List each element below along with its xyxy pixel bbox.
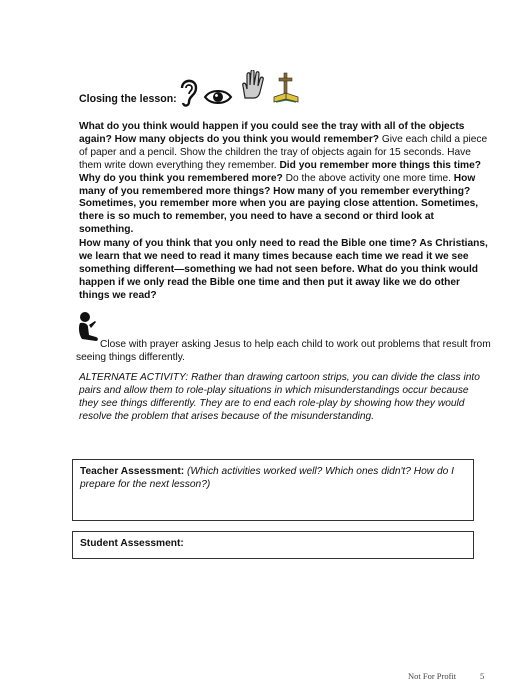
- paragraph-run: How many of you remembered more things? How many of you remember everything? Sometimes, you remember more when you are paying close attention. Sometimes, there is so much to remember, you need to have a second or third look at something.: [79, 172, 479, 236]
- student-assessment-box[interactable]: [72, 531, 474, 559]
- teacher-assessment-box[interactable]: [72, 459, 474, 521]
- footer-text: Not For Profit: [408, 671, 457, 681]
- teacher-assessment-label: Teacher Assessment:: [80, 466, 185, 477]
- eye-icon: [203, 88, 233, 106]
- paragraph-tray-memory: [79, 121, 489, 237]
- ear-icon: [177, 74, 199, 108]
- student-assessment-label: Student Assessment:: [80, 538, 184, 549]
- senses-icons: [177, 70, 337, 110]
- paragraph-run: What do you think would happen if you could see the tray with all of the objects again? How many objects do you think you would remember?: [79, 121, 465, 145]
- prayer-text: Close with prayer asking Jesus to help each child to work out problems that result from seeing things differently.: [76, 339, 491, 363]
- cross-bible-icon: [271, 71, 301, 105]
- teacher-assessment-prompt: (Which activities worked well? Which ones didn't? How do I prepare for the next lesson?): [80, 466, 454, 490]
- paragraph-run: Did you remember more things this time? Why do you think you remembered more?: [79, 159, 481, 184]
- page-number: 5: [480, 671, 485, 681]
- hand-icon: [239, 70, 265, 100]
- paragraph-run: Give each child a piece of paper and a pencil. Show the children the tray of objects again for 15 seconds. Have them write down everything they remember.: [79, 133, 488, 171]
- paragraph-run: Do the above activity one more time.: [282, 172, 454, 184]
- alternate-activity: ALTERNATE ACTIVITY: Rather than drawing cartoon strips, you can divide the class into pairs and allow them to role-play situations in which misunderstandings occur because they see things differently. They are to end each role-play by showing how they would resolve the problem that arises because of the misunderstanding.: [79, 372, 480, 422]
- paragraph-bible-reading: How many of you think that you only need to read the Bible one time? As Christians, we learn that we need to read it many times because each time we read it we see something different—something we had not seen before. What do you think would happen if we only read the Bible one time and then put it away like we do other things we read?: [79, 238, 488, 301]
- closing-label: Closing the lesson:: [79, 93, 177, 105]
- closing-heading-row: [79, 70, 339, 110]
